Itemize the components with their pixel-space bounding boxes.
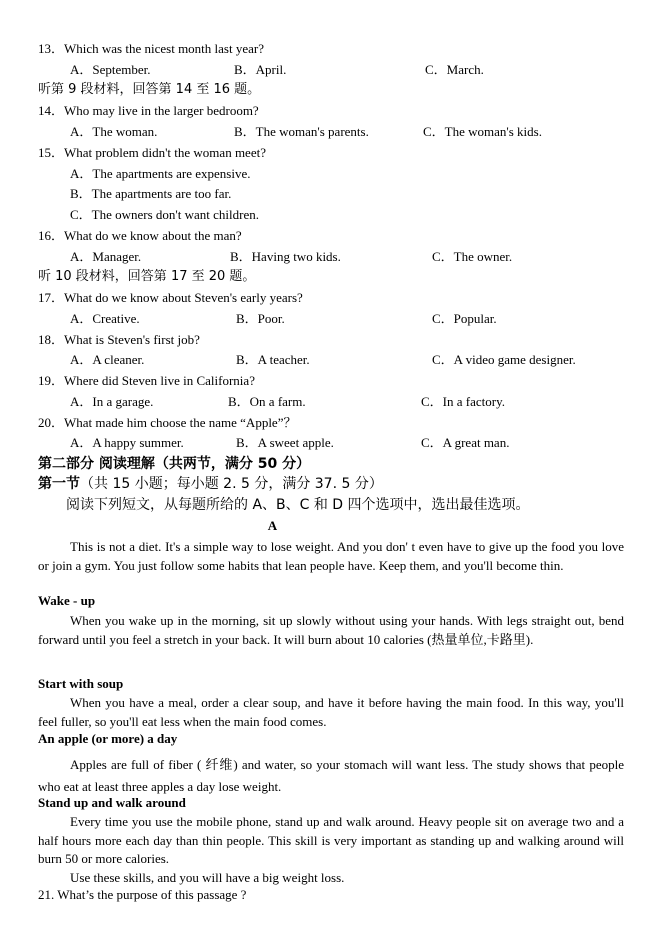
passage-intro [38, 538, 624, 575]
question-13-option-a: A．September. [70, 62, 151, 77]
question-13-option-c: C．March. [425, 62, 484, 77]
question-19-option-b: B．On a farm. [228, 394, 306, 409]
question-20-option-c: C．A great man. [421, 435, 510, 450]
question-14-option-a: A．The woman. [70, 124, 158, 139]
question-17-option-a: A．Creative. [70, 311, 140, 326]
question-15-option-a: A．The apartments are expensive. [70, 166, 251, 181]
section-one-title [38, 476, 383, 492]
question-14-option-c: C．The woman's kids. [423, 124, 542, 139]
passage-label: A [267, 518, 278, 533]
question-18-option-a: A．A cleaner. [70, 352, 145, 367]
reading-instruction: 阅读下列短文，从每题所给的 A、B、C 和 D 四个选项中，选出最佳选项。 [66, 497, 530, 513]
question-18-option-b: B．A teacher. [236, 352, 310, 367]
question-19-option-a: A．In a garage. [70, 394, 154, 409]
question-16-stem: 16．What do we know about the man? [38, 228, 242, 243]
question-13-option-b: B．April. [234, 62, 287, 77]
question-18-stem: 18．What is Steven's first job? [38, 332, 200, 347]
heading-stand-up: Stand up and walk around [38, 795, 186, 810]
heading-start-with-soup: Start with soup [38, 676, 124, 691]
question-16-option-a: A．Manager. [70, 249, 142, 264]
question-20-stem: 20．What made him choose the name “Apple”？ [38, 415, 297, 430]
question-16-option-c: C．The owner. [432, 249, 513, 264]
question-17-option-b: B．Poor. [236, 311, 285, 326]
paragraph-stand-up [38, 813, 624, 869]
heading-apple-a-day: An apple (or more) a day [38, 731, 178, 746]
heading-wake-up: Wake - up [38, 593, 96, 608]
paragraph-soup [38, 694, 624, 731]
paragraph-soup-text: When you have a meal, order a clear soup, and have it before having the main food. In this way, you'll feel fuller, so you'll eat less when the main food comes. [38, 695, 624, 729]
question-19-option-c: C．In a factory. [421, 394, 505, 409]
section-one-label: 第一节 [38, 476, 80, 492]
question-15-option-c: C．The owners don't want children. [70, 207, 259, 222]
question-20-option-a: A．A happy summer. [70, 435, 184, 450]
question-18-option-c: C．A video game designer. [432, 352, 576, 367]
paragraph-stand-up-text: Every time you use the mobile phone, stand up and walk around. Heavy people sit on average two and a half hours more each day than thin people. This skill is very important as standing up and walking around will burn 50 or more calories. [38, 814, 624, 866]
question-14-stem: 14．Who may live in the larger bedroom? [38, 103, 259, 118]
paragraph-conclusion [38, 869, 624, 888]
question-20-option-b: B．A sweet apple. [236, 435, 334, 450]
question-15-option-b: B．The apartments are too far. [70, 186, 232, 201]
question-21-stem: 21. What’s the purpose of this passage ? [38, 887, 247, 902]
paragraph-apple-text: Apples are full of fiber ( 纤维) and water, so your stomach will want less. The study shows that people who eat at least three apples a day lose weight. [38, 757, 624, 794]
question-13-stem: 13．Which was the nicest month last year? [38, 41, 264, 56]
part-two-title: 第二部分 阅读理解（共两节，满分 50 分） [38, 456, 311, 472]
section-10-instruction: 听 10 段材料，回答第 17 至 20 题。 [38, 269, 256, 284]
paragraph-conclusion-text: Use these skills, and you will have a big weight loss. [70, 870, 345, 885]
question-17-option-c: C．Popular. [432, 311, 497, 326]
paragraph-wake-up-text: When you wake up in the morning, sit up slowly without using your hands. With legs straight out, bend forward until you feel a stretch in your back. It will burn about 10 calories (热量单位,卡路里). [38, 613, 624, 647]
section-one-scoring: （共 15 小题；每小题 2. 5 分，满分 37. 5 分） [80, 476, 383, 492]
paragraph-apple [38, 754, 624, 798]
passage-intro-text: This is not a diet. It's a simple way to lose weight. And you don' t even have to give up the food you love or join a gym. You just follow some habits that lean people have. Keep them, and you'll become thin. [38, 539, 624, 573]
section-9-instruction: 听第 9 段材料，回答第 14 至 16 题。 [38, 82, 261, 97]
question-19-stem: 19．Where did Steven live in California? [38, 373, 255, 388]
question-15-stem: 15．What problem didn't the woman meet? [38, 145, 266, 160]
question-17-stem: 17．What do we know about Steven's early years? [38, 290, 303, 305]
question-16-option-b: B．Having two kids. [230, 249, 341, 264]
paragraph-wake-up [38, 612, 624, 649]
question-14-option-b: B．The woman's parents. [234, 124, 369, 139]
